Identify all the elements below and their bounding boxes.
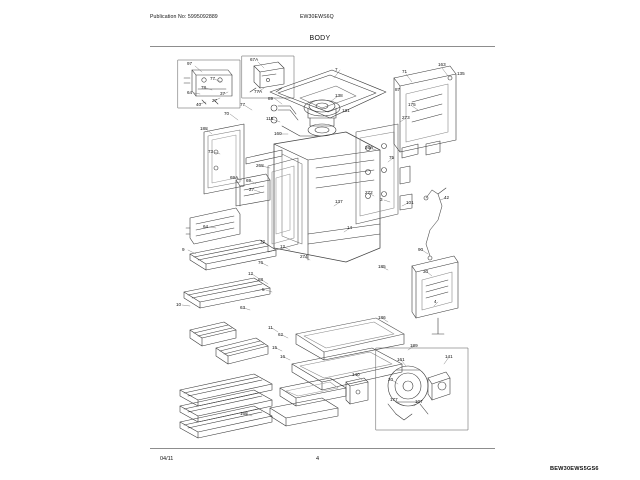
exploded-view-svg [150, 48, 500, 446]
callout-number: 273 [402, 115, 410, 120]
callout-number: 20 [388, 377, 394, 382]
callout-number: 131 [342, 108, 350, 113]
callout-number: 10 [176, 302, 182, 307]
callout-number: 177 [390, 397, 398, 402]
callout-number: 42 [444, 195, 450, 200]
footer-page-number: 4 [316, 456, 320, 462]
callout-number: 274 [300, 254, 308, 259]
callout-number: 9 [182, 247, 185, 252]
callout-number: 75 [389, 155, 395, 160]
publication-number: Publication No: 5995092889 [150, 14, 218, 20]
callout-number: 186 [378, 315, 386, 320]
callout-number: 64 [187, 90, 193, 95]
callout-number: 189 [410, 343, 418, 348]
callout-number: 141 [445, 354, 453, 359]
callout-number: 168 [240, 411, 248, 416]
callout-number: 27 [249, 187, 255, 192]
callout-number: 11 [268, 325, 273, 330]
callout-number: 27 [212, 98, 218, 103]
callout-number: 89 [268, 96, 274, 101]
callout-number: 26A [365, 145, 374, 150]
callout-number: 30 [423, 269, 429, 274]
callout-number: 101 [406, 200, 414, 205]
footer-date: 04/11 [160, 456, 174, 462]
callout-number: 87 [395, 87, 401, 92]
callout-number: 12 [248, 271, 254, 276]
callout-number: 115 [266, 116, 274, 121]
callout-number: 71 [402, 69, 408, 74]
callout-number: 77 [240, 102, 246, 107]
callout-number: 163 [438, 62, 446, 67]
callout-number: 272 [365, 190, 373, 195]
callout-number: 185 [378, 264, 386, 269]
callout-number: 90 [418, 247, 424, 252]
callout-number: 4 [434, 299, 437, 304]
callout-number: 161 [397, 357, 405, 362]
callout-number: 175 [408, 102, 416, 107]
callout-number: 188 [200, 126, 208, 131]
callout-number: 14 [347, 225, 353, 230]
model-number: EW30EWS6Q [300, 14, 334, 20]
callout-number: 3 [380, 197, 383, 202]
callout-number: 67A [250, 57, 259, 62]
callout-number: 15 [272, 345, 278, 350]
footer-divider [150, 448, 495, 449]
callout-number: 76 [258, 260, 264, 265]
callout-number: 16 [280, 354, 286, 359]
callout-number: 7 [335, 67, 338, 72]
callout-number: 64 [203, 224, 209, 229]
callout-number: 78 [201, 85, 207, 90]
callout-number: 88 [258, 277, 264, 282]
callout-number: 63 [240, 305, 246, 310]
callout-number: 70 [224, 111, 230, 116]
callout-number: 73 [208, 149, 214, 154]
callout-number: 77 [210, 76, 216, 81]
callout-number: 62 [278, 332, 284, 337]
model-tag-label: BEW30EWS5GS6 [550, 466, 599, 472]
callout-number: 137 [335, 199, 343, 204]
callout-number: 69A [230, 175, 239, 180]
callout-number: 140 [352, 372, 360, 377]
callout-number: 77A [254, 89, 263, 94]
document-header [150, 14, 510, 28]
callout-number: 12 [280, 244, 286, 249]
callout-number: 40 [196, 102, 202, 107]
callout-number: 72 [260, 239, 266, 244]
callout-number: 5 [262, 287, 265, 292]
callout-number: 37 [220, 91, 226, 96]
callout-number: 268 [256, 163, 264, 168]
callout-number: 135 [457, 71, 465, 76]
page-title: BODY [309, 35, 331, 42]
callout-number: 69 [246, 178, 252, 183]
callout-number: 107 [415, 399, 423, 404]
header-divider [150, 46, 495, 47]
callout-number: 97 [187, 61, 193, 66]
callout-number: 138 [335, 93, 343, 98]
callout-number: 160 [274, 131, 282, 136]
